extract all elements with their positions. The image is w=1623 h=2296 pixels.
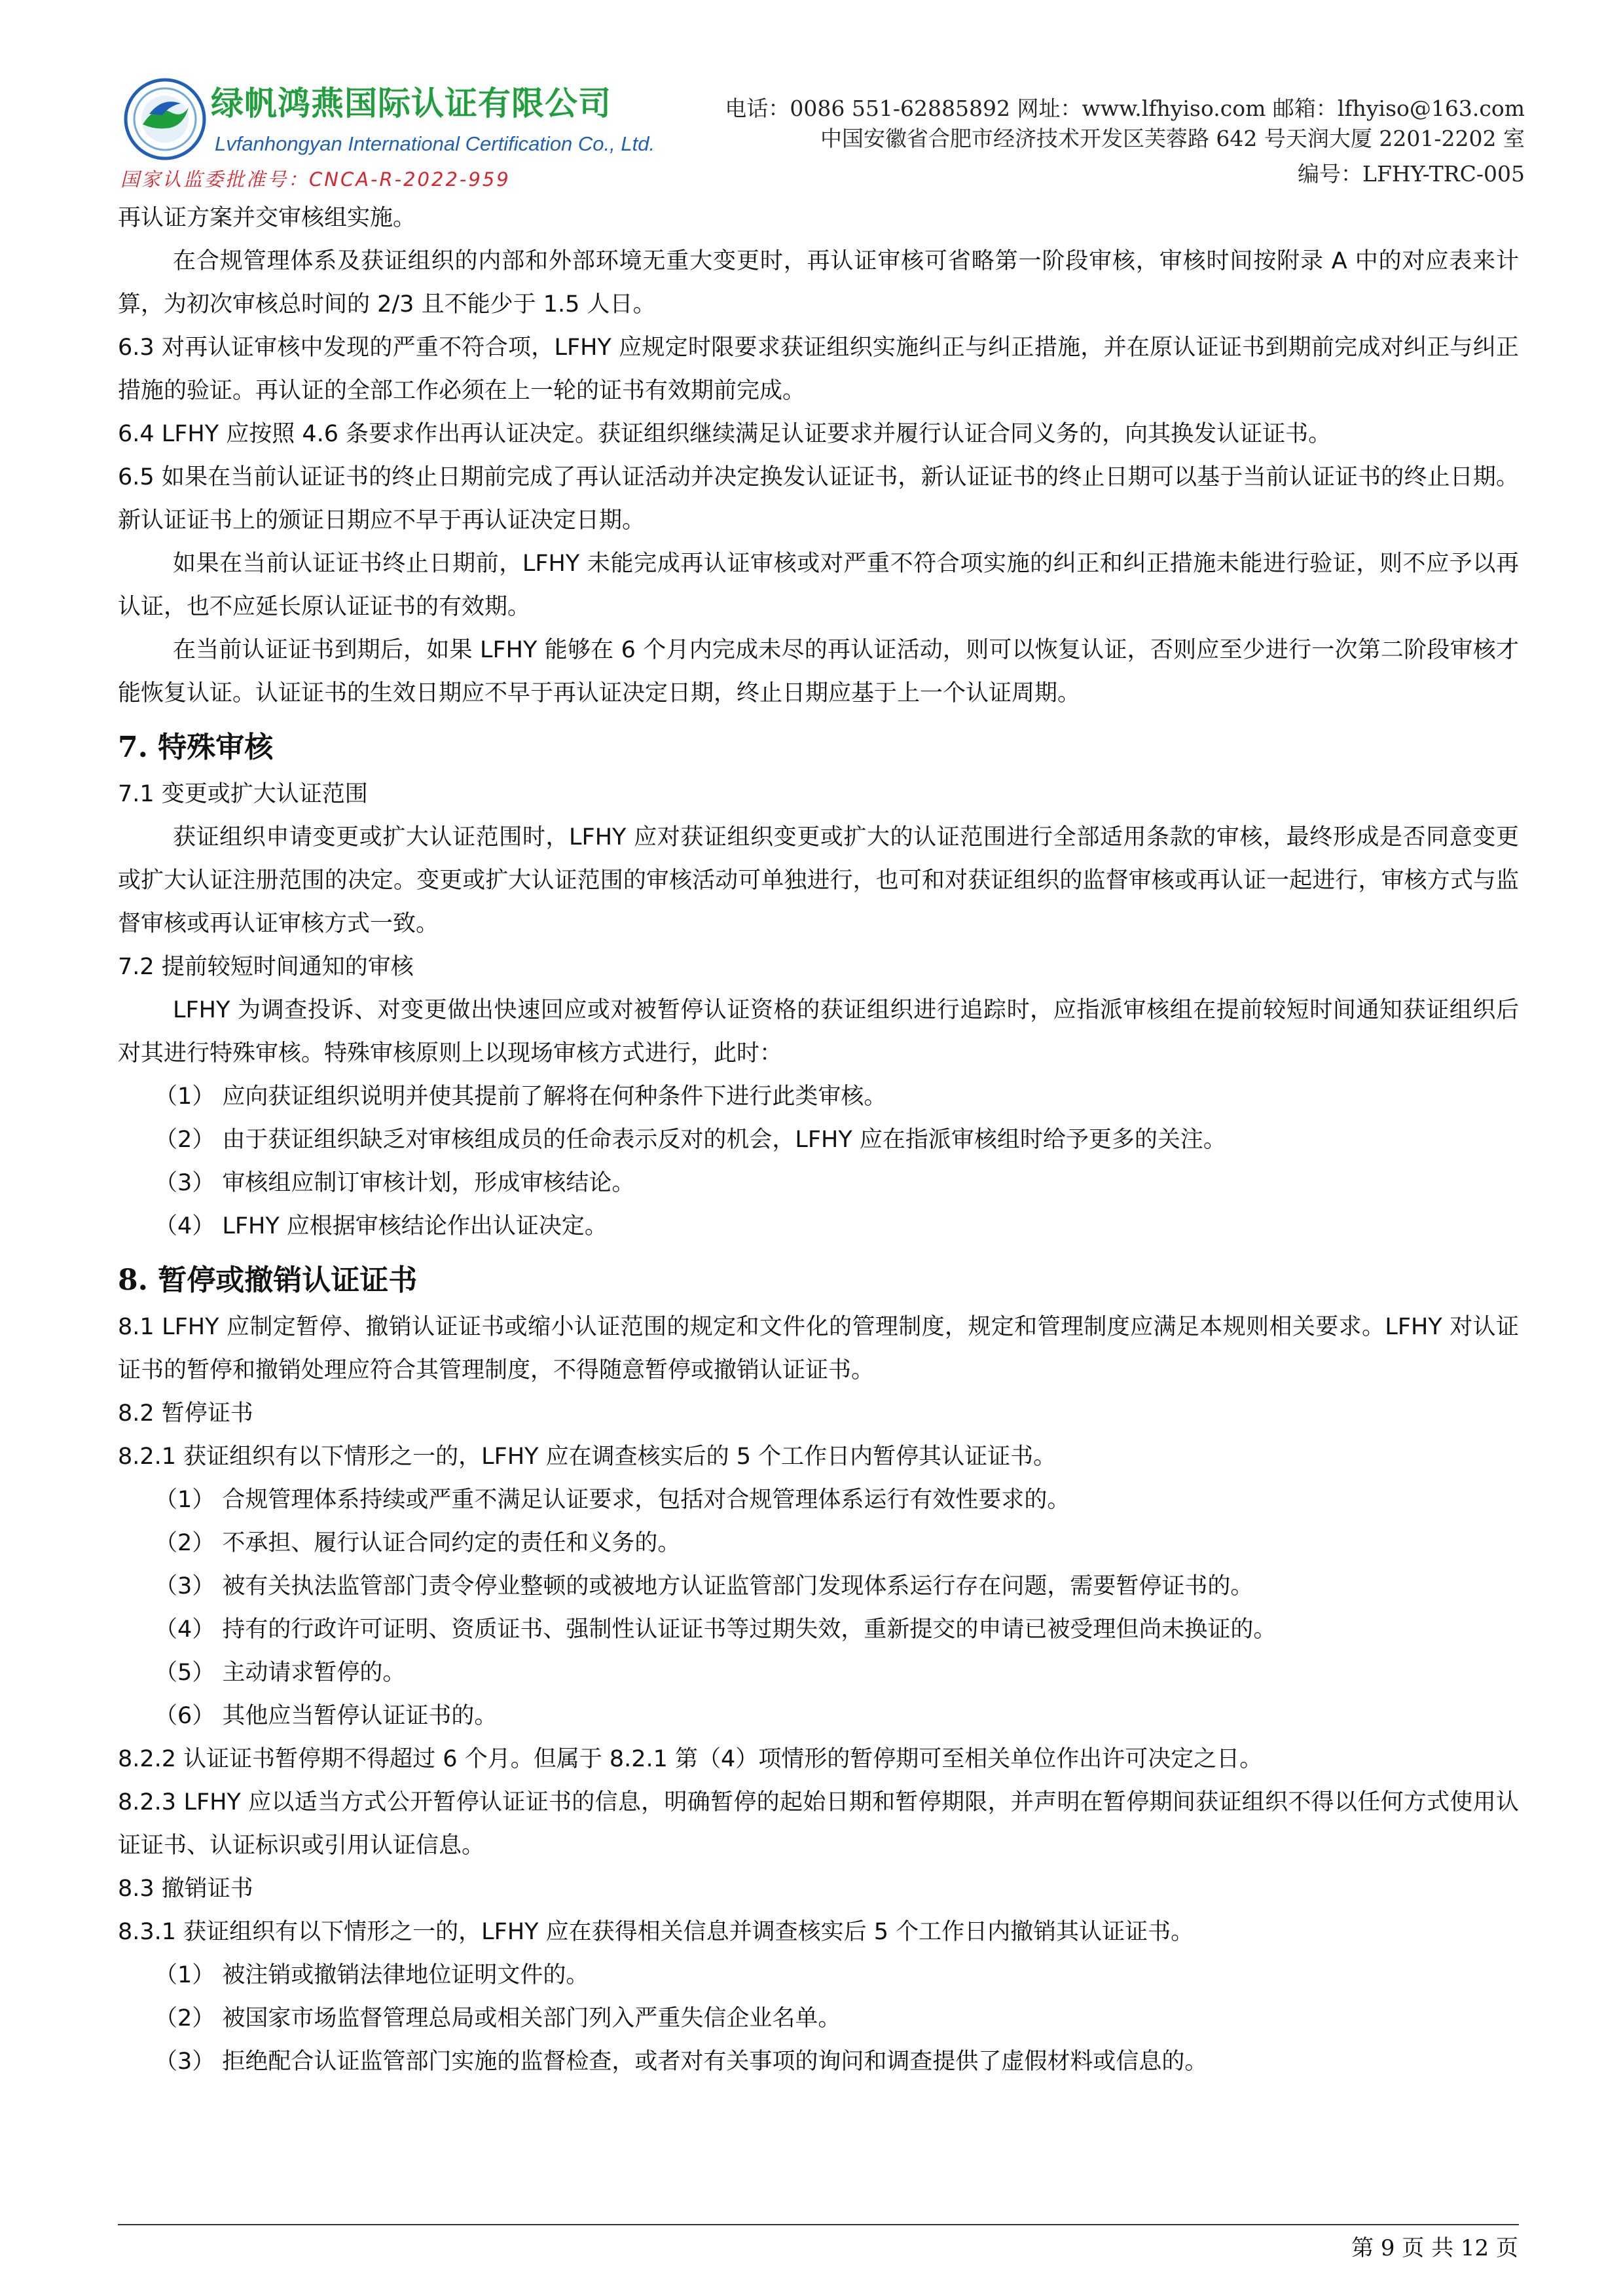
list-item: （4） 持有的行政许可证明、资质证书、强制性认证证书等过期失效，重新提交的申请已被受理但尚未换证的。 <box>155 1616 1277 1643</box>
page-number: 第 9 页 共 12 页 <box>1351 2235 1518 2261</box>
list-item: （3） 被有关执法监管部门责令停业整顿的或被地方认证监管部门发现体系运行存在问题，需要暂停证书的。 <box>155 1573 1254 1599</box>
paragraph: 获证组织申请变更或扩大认证范围时，LFHY 应对获证组织变更或扩大的认证范围进行全部适用条款的审核，最终形成是否同意变更或扩大认证注册范围的决定。变更或扩大认证范围的审核活动可单独进行，也可和对获证组织的监督审核或再认证一起进行，审核方式与监督审核或再认证审核方式一致。 <box>118 824 1519 937</box>
subsection-8-3-title: 8.3 撤销证书 <box>118 1876 253 1902</box>
clause-6-4: 6.4 LFHY 应按照 4.6 条要求作出再认证决定。获证组织继续满足认证要求并履行认证合同义务的，向其换发认证证书。 <box>118 421 1332 447</box>
footer-divider <box>118 2224 1519 2225</box>
approval-number: 国家认监委批准号：CNCA-R-2022-959 <box>120 168 511 191</box>
clause-8-3-1: 8.3.1 获证组织有以下情形之一的，LFHY 应在获得相关信息并调查核实后 5 个工作日内撤销其认证证书。 <box>118 1919 1194 1945</box>
clause-8-2-2: 8.2.2 认证证书暂停期不得超过 6 个月。但属于 8.2.1 第（4）项情形的暂停期可至相关单位作出许可决定之日。 <box>118 1746 1263 1772</box>
list-item: （6） 其他应当暂停认证证书的。 <box>155 1703 498 1729</box>
paragraph: LFHY 为调查投诉、对变更做出快速回应或对被暂停认证资格的获证组织进行追踪时，应指派审核组在提前较短时间通知获证组织后对其进行特殊审核。特殊审核原则上以现场审核方式进行，此时： <box>118 997 1519 1066</box>
list-item: （2） 被国家市场监督管理总局或相关部门列入严重失信企业名单。 <box>155 2005 841 2032</box>
clause-8-2-3: 8.2.3 LFHY 应以适当方式公开暂停认证证书的信息，明确暂停的起始日期和暂停期限，并声明在暂停期间获证组织不得以任何方式使用认证证书、认证标识或引用认证信息。 <box>118 1789 1519 1859</box>
clause-8-1: 8.1 LFHY 应制定暂停、撤销认证证书或缩小认证范围的规定和文件化的管理制度，规定和管理制度应满足本规则相关要求。LFHY 对认证证书的暂停和撤销处理应符合其管理制度，不得随意暂停或撤销认证证书。 <box>118 1314 1519 1383</box>
paragraph: 如果在当前认证证书终止日期前，LFHY 未能完成再认证审核或对严重不符合项实施的纠正和纠正措施未能进行验证，则不应予以再认证，也不应延长原认证证书的有效期。 <box>118 551 1519 620</box>
contact-info: 电话：0086 551-62885892 网址：www.lfhyiso.com 邮箱：lfhyiso@163.com <box>725 96 1525 121</box>
clause-6-3: 6.3 对再认证审核中发现的严重不符合项，LFHY 应规定时限要求获证组织实施纠正与纠正措施，并在原认证证书到期前完成对纠正与纠正措施的验证。再认证的全部工作必须在上一轮的证书有效期前完成。 <box>118 335 1519 404</box>
paragraph: 在当前认证证书到期后，如果 LFHY 能够在 6 个月内完成未尽的再认证活动，则可以恢复认证，否则应至少进行一次第二阶段审核才能恢复认证。认证证书的生效日期应不早于再认证决定日期，终止日期应基于上一个认证周期。 <box>118 637 1519 706</box>
document-number: 编号：LFHY-TRC-005 <box>1298 161 1525 187</box>
paragraph: 再认证方案并交审核组实施。 <box>118 205 416 231</box>
company-logo-icon <box>123 77 207 161</box>
document-body <box>118 196 1519 2083</box>
list-item: （3） 审核组应制订审核计划，形成审核结论。 <box>155 1170 635 1196</box>
subsection-7-2-title: 7.2 提前较短时间通知的审核 <box>118 954 414 980</box>
company-name-en: Lvfanhongyan International Certification Co., Ltd. <box>215 132 655 155</box>
list-item: （2） 由于获证组织缺乏对审核组成员的任命表示反对的机会，LFHY 应在指派审核组时给予更多的关注。 <box>155 1127 1226 1153</box>
list-item: （5） 主动请求暂停的。 <box>155 1660 406 1686</box>
list-item: （1） 被注销或撤销法律地位证明文件的。 <box>155 1962 589 1988</box>
list-item: （4） LFHY 应根据审核结论作出认证决定。 <box>155 1213 608 1239</box>
section-7-heading: 7. 特殊审核 <box>118 731 274 764</box>
list-item: （1） 合规管理体系持续或严重不满足认证要求，包括对合规管理体系运行有效性要求的。 <box>155 1487 1070 1513</box>
clause-8-2-1: 8.2.1 获证组织有以下情形之一的，LFHY 应在调查核实后的 5 个工作日内暂停其认证证书。 <box>118 1444 1057 1470</box>
list-item: （1） 应向获证组织说明并使其提前了解将在何种条件下进行此类审核。 <box>155 1084 887 1110</box>
subsection-7-1-title: 7.1 变更或扩大认证范围 <box>118 781 368 807</box>
document-header <box>0 0 1623 196</box>
paragraph: 在合规管理体系及获证组织的内部和外部环境无重大变更时，再认证审核可省略第一阶段审核，审核时间按附录 A 中的对应表来计算，为初次审核总时间的 2/3 且不能少于 1.5 人日。 <box>118 248 1519 318</box>
subsection-8-2-title: 8.2 暂停证书 <box>118 1400 253 1427</box>
company-address: 中国安徽省合肥市经济技术开发区芙蓉路 642 号天润大厦 2201-2202 室 <box>820 126 1525 151</box>
list-item: （2） 不承担、履行认证合同约定的责任和义务的。 <box>155 1530 681 1556</box>
company-name-cn: 绿帆鸿燕国际认证有限公司 <box>211 84 611 122</box>
list-item: （3） 拒绝配合认证监管部门实施的监督检查，或者对有关事项的询问和调查提供了虚假材料或信息的。 <box>155 2049 1208 2075</box>
clause-6-5: 6.5 如果在当前认证证书的终止日期前完成了再认证活动并决定换发认证证书，新认证证书的终止日期可以基于当前认证证书的终止日期。新认证证书上的颁证日期应不早于再认证决定日期。 <box>118 464 1519 534</box>
section-8-heading: 8. 暂停或撤销认证证书 <box>118 1264 418 1297</box>
